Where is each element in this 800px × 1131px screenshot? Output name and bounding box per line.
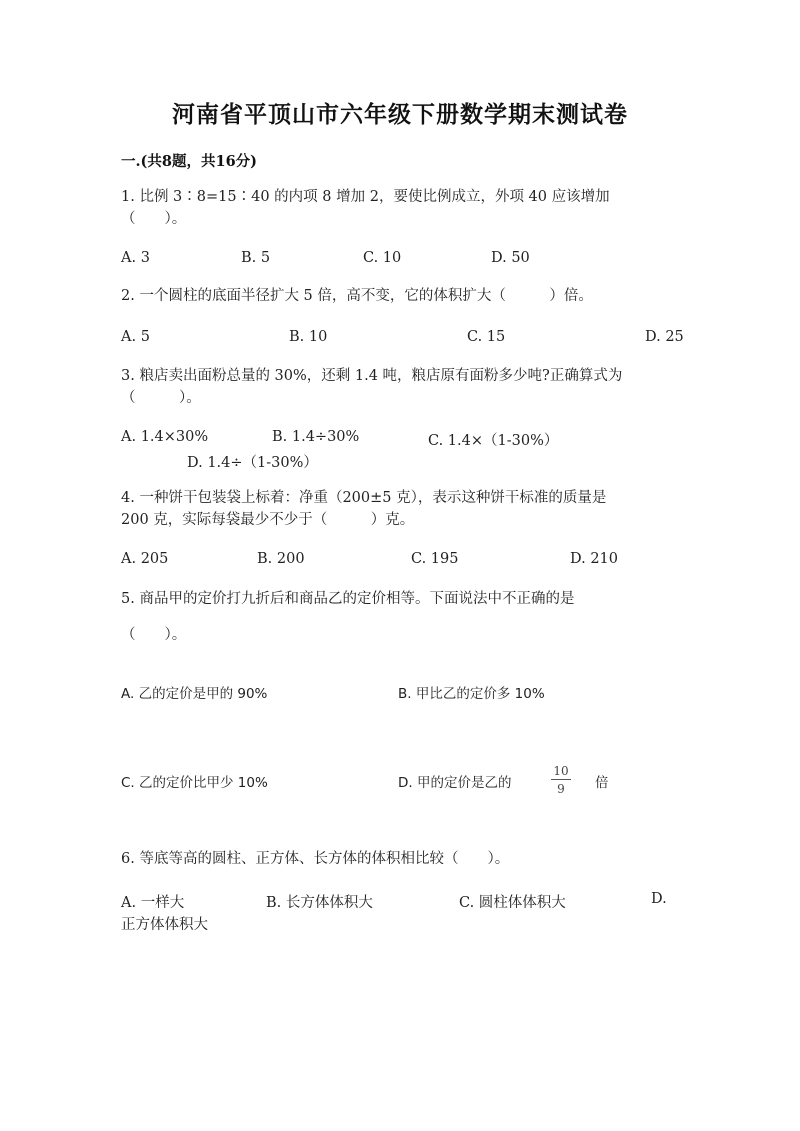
question-3-option-b[interactable]: B. 1.4÷30%	[272, 429, 360, 445]
question-4-option-d[interactable]: D. 210	[570, 551, 619, 567]
question-6-option-a[interactable]: A. 一样大	[121, 895, 185, 911]
question-3-option-a[interactable]: A. 1.4×30%	[121, 429, 209, 445]
question-4-line-1: 4. 一种饼干包装袋上标着：净重（200±5 克），表示这种饼干标准的质量是	[121, 490, 607, 506]
section-header: 一.(共8题，共16分)	[121, 153, 258, 170]
question-4-option-a[interactable]: A. 205	[121, 551, 169, 567]
fraction-ten-ninths	[551, 764, 571, 796]
question-6-line-1: 6. 等底等高的圆柱、正方体、长方体的体积相比较（ ）。	[121, 851, 510, 867]
question-6-option-b[interactable]: B. 长方体体积大	[266, 895, 373, 911]
question-2-option-d[interactable]: D. 25	[645, 329, 684, 345]
question-5-line-2: （ ）。	[121, 627, 187, 643]
question-3-line-1: 3. 粮店卖出面粉总量的 30%，还剩 1.4 吨，粮店原有面粉多少吨?正确算式为	[121, 368, 623, 384]
question-4-option-c[interactable]: C. 195	[411, 551, 459, 567]
question-2-option-b[interactable]: B. 10	[289, 329, 328, 345]
question-1-option-a[interactable]: A. 3	[121, 250, 150, 266]
question-3-option-d[interactable]: D. 1.4÷（1-30%）	[187, 455, 318, 471]
fraction-numerator: 10	[553, 764, 569, 778]
question-5-option-d[interactable]: D. 甲的定价是乙的	[398, 775, 512, 791]
question-5-option-b[interactable]: B. 甲比乙的定价多 10%	[398, 686, 545, 702]
question-4-option-b[interactable]: B. 200	[257, 551, 305, 567]
question-4-line-2: 200 克，实际每袋最少不少于（ ）克。	[121, 512, 415, 528]
question-2-option-a[interactable]: A. 5	[121, 329, 150, 345]
question-5-option-c[interactable]: C. 乙的定价比甲少 10%	[121, 775, 268, 791]
question-3-option-c[interactable]: C. 1.4×（1-30%）	[428, 433, 559, 449]
question-6-option-c[interactable]: C. 圆柱体体积大	[459, 895, 566, 911]
question-1-line-1: 1. 比例 3∶8=15∶40 的内项 8 增加 2，要使比例成立，外项 40 应该增加	[121, 189, 610, 205]
question-5-option-d-suffix: 倍	[595, 775, 609, 791]
question-1-option-c[interactable]: C. 10	[363, 250, 402, 266]
question-6-option-d-text[interactable]: 正方体体积大	[121, 917, 208, 933]
question-2-option-c[interactable]: C. 15	[467, 329, 506, 345]
question-6-option-d[interactable]: D.	[651, 891, 667, 907]
question-2-line-1: 2. 一个圆柱的底面半径扩大 5 倍，高不变，它的体积扩大（ ）倍。	[121, 288, 593, 304]
question-1-line-2: （ ）。	[121, 211, 187, 227]
question-5-line-1: 5. 商品甲的定价打九折后和商品乙的定价相等。下面说法中不正确的是	[121, 591, 575, 607]
question-3-line-2: （ ）。	[121, 390, 201, 406]
question-1-option-b[interactable]: B. 5	[241, 250, 271, 266]
fraction-bar	[551, 779, 571, 780]
page-title: 河南省平顶山市六年级下册数学期末测试卷	[172, 101, 628, 128]
question-5-option-a[interactable]: A. 乙的定价是甲的 90%	[121, 686, 268, 702]
question-1-option-d[interactable]: D. 50	[491, 250, 530, 266]
fraction-denominator: 9	[557, 782, 565, 796]
